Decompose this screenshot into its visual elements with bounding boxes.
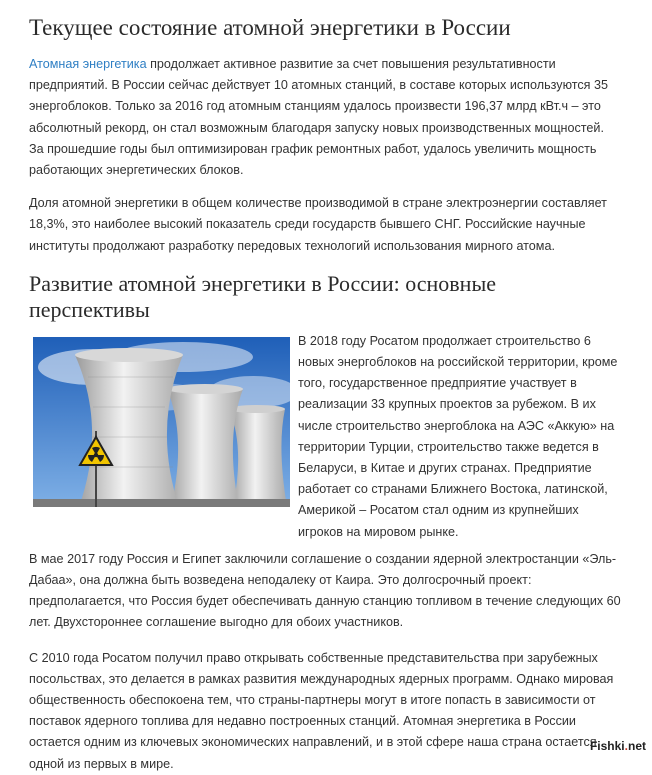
page-title: Текущее состояние атомной энергетики в России (29, 15, 511, 40)
intro-paragraph (29, 54, 622, 181)
watermark (590, 739, 646, 753)
section-heading: Развитие атомной энергетики в России: основные перспективы (29, 270, 497, 322)
egypt-paragraph: В мае 2017 году Россия и Египет заключили соглашение о создании ядерной электростанции «Эль-Дабаа», она должна быть возведена неподалеку от Каира. Это долгосрочный проект: предполагается, что Россия будет обеспечивать данную станцию топливом в течение следующих 60 лет. Двухстороннее соглашение выгодно для обоих участников. (29, 551, 621, 630)
watermark-dot: . (624, 739, 628, 753)
watermark-name: Fishki (589, 739, 625, 753)
conclusion-paragraph: С 2010 года Росатом получил право открывать собственные представительства при зарубежных посольствах, это делается в рамках развития международных ядерных программ. Однако мировая общественность обеспокоена тем, что страны-партнеры могут в итоге попасть в зависимости от поставок ядерного топлива для недавно построенных станций. Атомная энергетика в России остается одним из ключевых экономических направлений, и в этой сфере наша страна остается одной из первых в мире. (29, 650, 614, 771)
cooling-towers-photo (33, 337, 290, 507)
nuclear-energy-link[interactable]: Атомная энергетика (29, 57, 147, 71)
share-paragraph: Доля атомной энергетики в общем количестве производимой в стране электроэнергии составляет 18,3%, это наиболее высокий показатель среди государств бывшего СНГ. Российские научные институты продолжают разработку передовых технологий использования мирного атома. (29, 196, 607, 253)
watermark-tld: net (628, 739, 646, 753)
intro-paragraph-text: продолжает активное развитие за счет повышения результативности предприятий. В России сейчас действует 10 атомных станций, в составе которых используются 35 энергоблоков. Только за 2016 год атомным станциям удалось произвести 196,37 млрд кВт.ч – это абсолютный рекорд, он стал возможным благодаря запуску новых производственных мощностей. За прошедшие годы был оптимизирован график ремонтных работ, удалось увеличить мощность работающих энергетических блоков. (29, 57, 608, 178)
image-text-block (29, 333, 622, 547)
rosatom-paragraph: В 2018 году Росатом продолжает строительство 6 новых энергоблоков на российской территории, кроме того, государственное предприятие участвует в реализации 33 крупных проектов за рубежом. В их числе строительство энергоблока на АЭС «Аккую» на территории Турции, строительство также ведется в Беларуси, в Китае и других странах. Предприятие работает со странами Ближнего Востока, латинской, Америкой – Росатом стал одним из крупнейших игроков на мировом рынке. (298, 333, 618, 539)
